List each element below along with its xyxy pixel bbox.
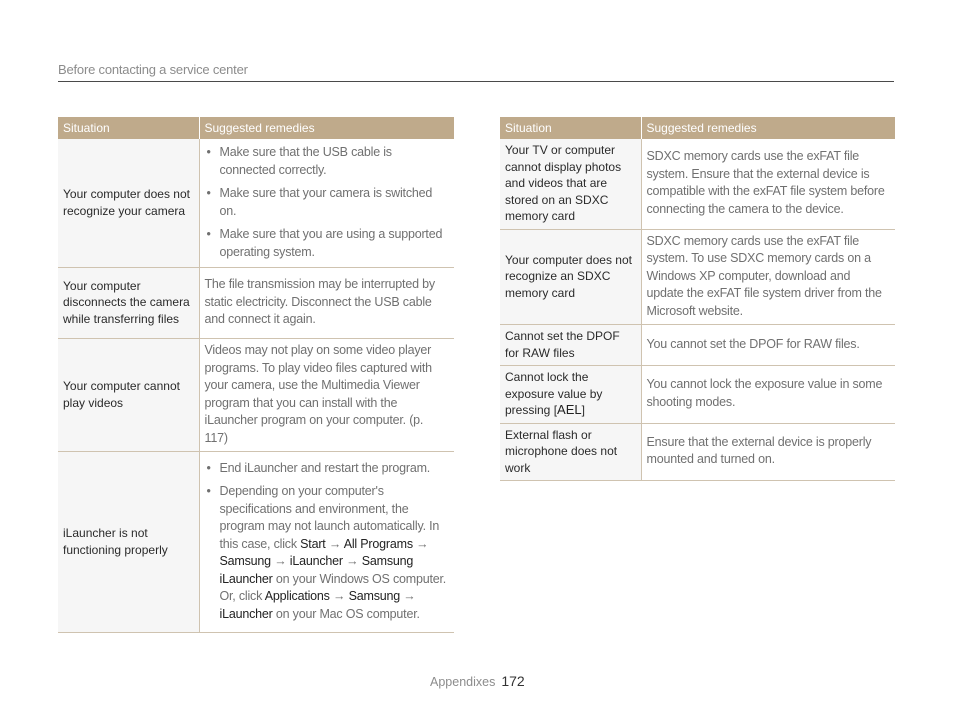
situation-cell: Your computer does not recognize your camera <box>58 139 199 268</box>
column-header-situation: Situation <box>58 117 199 139</box>
table-row <box>500 366 895 424</box>
menu-path-samsung-ilauncher: Samsung iLauncher <box>219 554 414 586</box>
page-number: 172 <box>501 673 525 689</box>
remedy-cell: Ensure that the external device is properly mounted and turned on. <box>641 423 895 481</box>
table-row <box>500 139 895 229</box>
situation-cell: External flash or microphone does not work <box>500 423 641 481</box>
arrow-icon: → <box>329 589 349 604</box>
table-row <box>58 139 454 268</box>
remedy-text: on your Windows OS computer. Or, click <box>219 571 447 604</box>
remedy-item: • Make sure that you are using a supported operating system. <box>205 226 450 261</box>
remedy-list <box>205 144 450 261</box>
table-header-row <box>58 117 454 139</box>
column-header-situation: Situation <box>500 117 641 139</box>
page-header: Before contacting a service center <box>58 62 894 82</box>
column-header-remedies: Suggested remedies <box>641 117 895 139</box>
remedy-cell: SDXC memory cards use the exFAT file system. To use SDXC memory cards on a Windows XP computer, download and update the exFAT file system driver from the Microsoft website. <box>641 229 895 325</box>
remedy-cell <box>199 139 454 268</box>
menu-path-applications: Applications <box>264 589 330 604</box>
arrow-icon: → <box>412 536 429 551</box>
remedy-cell: You cannot set the DPOF for RAW files. <box>641 325 895 366</box>
situation-text: Cannot lock the exposure value by pressing [ <box>505 370 603 417</box>
troubleshooting-table-left <box>58 117 454 633</box>
remedy-item: • Make sure that the USB cable is connected correctly. <box>205 144 450 179</box>
arrow-icon: → <box>400 589 416 604</box>
remedy-item: • End iLauncher and restart the program. <box>205 460 450 478</box>
table-row <box>500 423 895 481</box>
footer-section: Appendixes <box>430 675 496 689</box>
menu-path-start: Start <box>300 536 326 551</box>
table-row <box>500 325 895 366</box>
menu-path-samsung: Samsung <box>348 589 401 604</box>
table-row <box>58 339 454 452</box>
situation-cell: iLauncher is not functioning properly <box>58 452 199 633</box>
table-row <box>58 268 454 339</box>
remedy-list <box>205 460 450 624</box>
situation-cell: Your computer does not recognize an SDXC memory card <box>500 229 641 325</box>
page-footer <box>430 673 525 689</box>
remedy-cell: SDXC memory cards use the exFAT file system. Ensure that the external device is compatible with the exFAT file system before connecting the camera to the device. <box>641 139 895 229</box>
menu-path-all-programs: All Programs <box>343 536 413 551</box>
arrow-icon: → <box>270 554 290 569</box>
menu-path-ilauncher: iLauncher <box>219 606 273 621</box>
remedy-cell <box>199 452 454 633</box>
remedy-cell: You cannot lock the exposure value in some shooting modes. <box>641 366 895 424</box>
remedy-text: on your Mac OS computer. <box>272 606 420 621</box>
arrow-icon: → <box>325 536 344 551</box>
situation-text: ] <box>581 403 585 417</box>
arrow-icon: → <box>342 554 362 569</box>
situation-cell: Your TV or computer cannot display photos and videos that are stored on an SDXC memory card <box>500 139 641 229</box>
table-row <box>58 452 454 633</box>
remedy-text: Depending on your computer's specifications and environment, the program may not launch automatically. In this case, click <box>219 484 440 551</box>
situation-cell <box>500 366 641 424</box>
situation-cell: Your computer cannot play videos <box>58 339 199 452</box>
remedy-cell: The file transmission may be interrupted by static electricity. Disconnect the USB cable and connect it again. <box>199 268 454 339</box>
situation-cell: Cannot set the DPOF for RAW files <box>500 325 641 366</box>
table-row <box>500 229 895 325</box>
menu-path-samsung: Samsung <box>219 554 271 569</box>
remedy-cell: Videos may not play on some video player programs. To play video files captured with your camera, use the Multimedia Viewer program that you can install with the iLauncher program on your computer. (p. 117) <box>199 339 454 452</box>
troubleshooting-table-right <box>500 117 895 481</box>
situation-cell: Your computer disconnects the camera while transferring files <box>58 268 199 339</box>
menu-path-ilauncher: iLauncher <box>289 554 343 569</box>
remedy-item: • Make sure that your camera is switched on. <box>205 185 450 220</box>
table-header-row <box>500 117 895 139</box>
column-header-remedies: Suggested remedies <box>199 117 454 139</box>
ael-button-label: AEL <box>557 402 582 417</box>
remedy-item <box>205 483 450 623</box>
